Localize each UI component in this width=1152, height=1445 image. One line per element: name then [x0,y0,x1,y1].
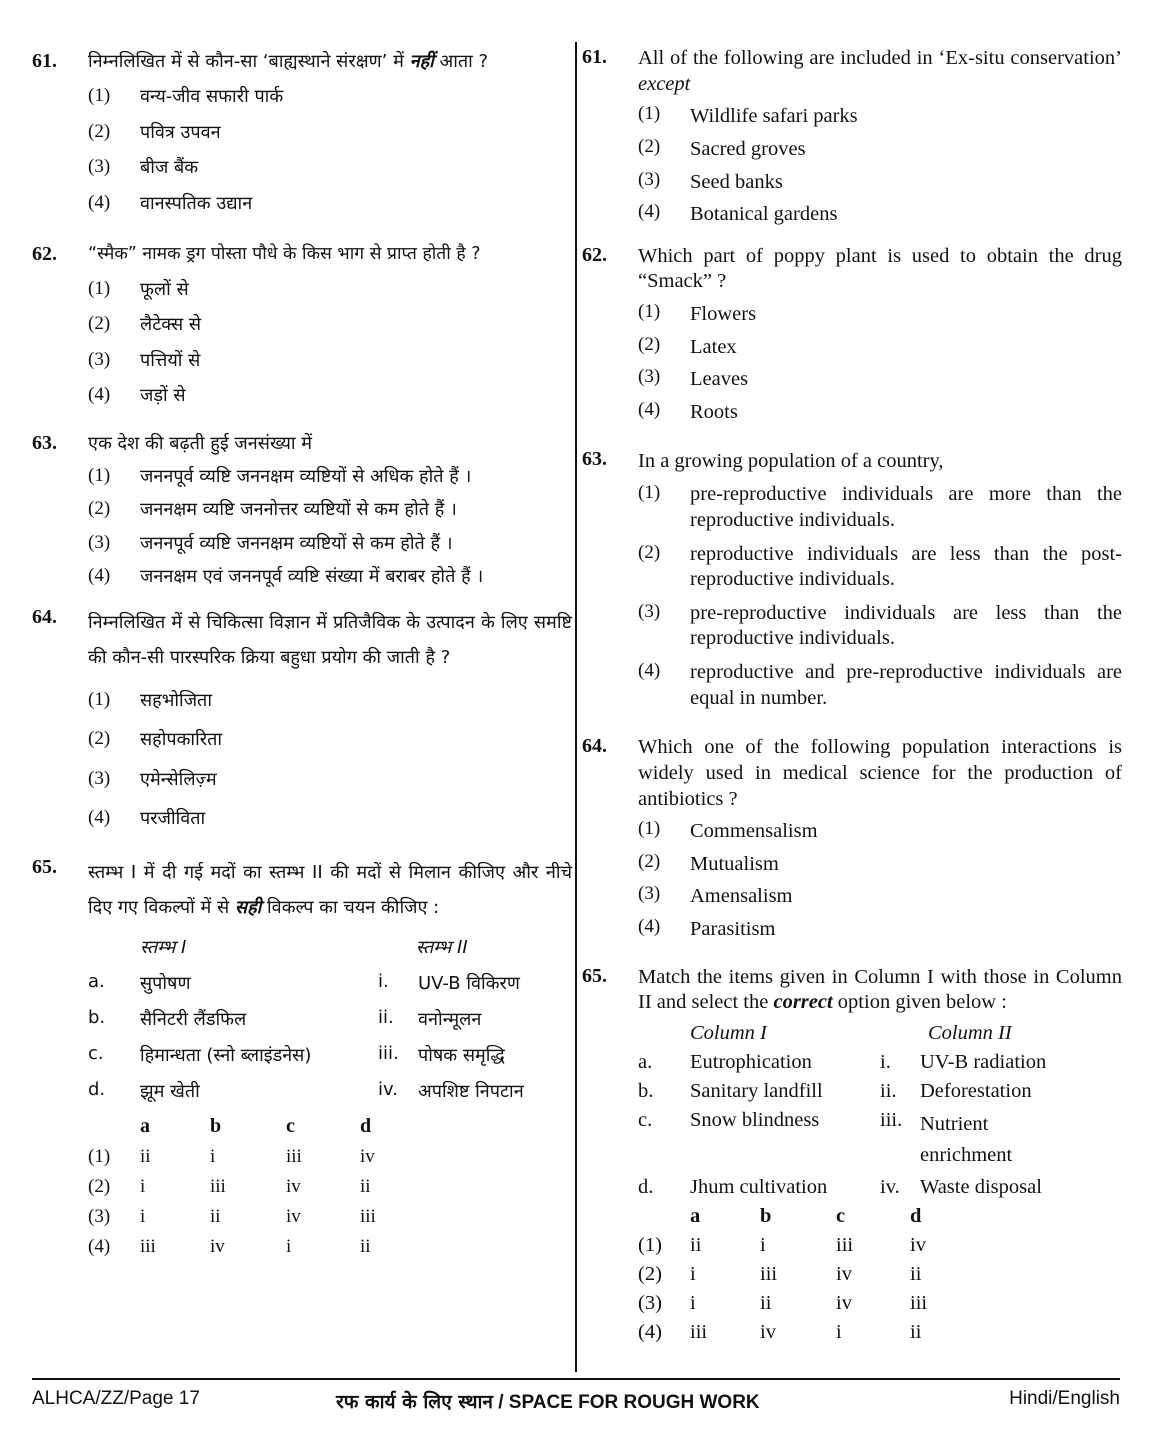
question-62-hi [32,243,572,408]
option-number: (4) [88,565,111,587]
question-number: 64. [32,606,57,629]
option-text: जड़ों से [140,385,186,407]
column-1-header: Column I [690,1021,767,1044]
question-61-hi [32,50,572,215]
question-64-hi [32,606,572,830]
option-number: (1) [88,688,111,710]
option-number: (3) [638,600,661,622]
option-text: परजीविता [140,808,206,830]
answer-option-row: (1) ii i iii iv [88,1145,375,1167]
option-text: जननपूर्व व्यष्टि जननक्षम व्यष्टियों से अधिक होते हैं । [140,465,472,487]
option-text: पवित्र उपवन [140,121,221,143]
option-number: (3) [88,156,111,178]
option-text: पत्तियों से [140,349,201,371]
option-text: Wildlife safari parks [690,105,858,128]
option-text: pre-reproductive individuals are less than the reproductive individuals. [690,601,1122,650]
option-number: (1) [88,277,111,299]
option-number: (4) [88,807,111,829]
question-text: Match the items given in Column I with those in Column II and select the correct option given below : [638,965,1122,1014]
option-text: वानस्पतिक उद्यान [140,192,253,214]
option-text: सहोपकारिता [140,729,223,751]
footer-rule [32,1378,1120,1380]
option-text: Roots [690,400,738,423]
option-number: (1) [638,818,661,840]
option-number: (4) [88,384,111,406]
column-divider [575,42,577,1372]
column-1-header: स्तम्भ I [140,936,187,958]
option-number: (4) [638,916,661,938]
answer-option-row: (2) i iii iv ii [88,1175,371,1197]
option-text: लैटेक्स से [140,314,202,336]
option-text: Leaves [690,368,749,391]
option-number: (4) [88,191,111,213]
question-number: 63. [582,447,607,470]
option-text: reproductive and pre-reproductive individuals are equal in number. [690,661,1122,709]
answer-header-row: a b c d [140,1114,372,1137]
option-number: (1) [638,103,661,125]
match-row: d. झूम खेती iv. अपशिष्ट निपटान [88,1078,524,1102]
option-number: (4) [638,660,661,682]
option-number: (4) [638,201,661,223]
option-number: (1) [638,301,661,323]
option-text: Sacred groves [690,137,806,160]
answer-option-row: (1) ii i iii iv [638,1234,926,1257]
match-row: d. Jhum cultivation iv. Waste disposal [638,1176,1042,1199]
option-text: वन्य-जीव सफारी पार्क [140,86,284,108]
option-number: (3) [88,348,111,370]
option-text: जननक्षम व्यष्टि जननोत्तर व्यष्टियों से कम होते हैं । [140,499,457,521]
question-number: 62. [582,243,607,266]
question-number: 62. [32,242,57,265]
option-number: (3) [88,767,111,789]
question-number: 65. [582,964,607,987]
option-number: (2) [638,850,661,872]
answer-option-row: (2) i iii iv ii [638,1263,922,1286]
question-text: निम्नलिखित में से चिकित्सा विज्ञान में प्रतिजैविक के उत्पादन के लिए समष्टि की कौन-सी पारस्परिक क्रिया बहुधा प्रयोग की जाती है ? [88,612,572,668]
question-text: स्तम्भ I में दी गई मदों का स्तम्भ II की मदों से मिलान कीजिए और नीचे दिए गए विकल्पों में से सही विकल्प का चयन कीजिए : [88,862,572,918]
question-text: निम्नलिखित में से कौन-सा ‘बाह्यस्थाने संरक्षण’ में नहीं आता ? [88,51,489,72]
option-number: (2) [88,728,111,750]
page-code: ALHCA/ZZ/Page 17 [32,1388,200,1409]
option-text: Mutualism [690,852,779,875]
match-row: b. Sanitary landfill ii. Deforestation [638,1079,1032,1102]
option-number: (1) [638,482,661,504]
question-64-en [582,735,1122,942]
option-number: (2) [638,135,661,157]
question-62-en [582,244,1122,426]
option-number: (3) [638,366,661,388]
question-number: 64. [582,735,607,758]
option-text: एमेन्सेलिज़्म [140,768,217,790]
match-column-headers [88,935,572,959]
question-63-hi [32,432,572,589]
match-row: b. सैनिटरी लैंडफिल ii. वनोन्मूलन [88,1006,482,1030]
english-column [582,42,1122,1344]
option-number: (2) [88,313,111,335]
rough-work-label: रफ कार्य के लिए स्थान / SPACE FOR ROUGH WORK [336,1391,760,1413]
hindi-column [32,42,572,1258]
option-number: (2) [88,120,111,142]
option-text: Parasitism [690,918,776,941]
question-text: Which one of the following population interactions is widely used in medical science for the production of antibiotics ? [638,736,1122,810]
language-label: Hindi/English [1009,1388,1120,1409]
option-text: जननपूर्व व्यष्टि जननक्षम व्यष्टियों से कम होते हैं । [140,532,453,554]
question-text: “स्मैक” नामक ड्रग पोस्ता पौधे के किस भाग से प्राप्त होती है ? [88,243,481,264]
question-text: Which part of poppy plant is used to obtain the drug “Smack” ? [638,244,1122,293]
option-number: (3) [88,531,111,553]
answer-option-row: (4) iii iv i ii [88,1235,371,1257]
option-text: फूलों से [140,278,189,300]
question-number: 61. [582,46,607,68]
option-text: सहभोजिता [140,689,212,711]
question-61-en [582,46,1122,228]
option-number: (2) [638,541,661,563]
question-text: एक देश की बढ़ती हुई जनसंख्या में [88,432,313,454]
option-text: pre-reproductive individuals are more than the reproductive individuals. [690,483,1122,531]
answer-header-row: a b c d [690,1205,922,1228]
option-number: (1) [88,85,111,107]
question-text: All of the following are included in ‘Ex-situ conservation’ except [638,47,1122,95]
option-text: जननक्षम एवं जननपूर्व व्यष्टि संख्या में बराबर होते हैं । [140,566,484,588]
match-row: c. हिमान्धता (स्नो ब्लाइंडनेस) iii. पोषक समृद्धि [88,1042,505,1066]
column-2-header: Column II [928,1021,1012,1044]
match-column-headers [638,1022,1122,1045]
answer-option-row: (3) i ii iv iii [88,1205,376,1227]
question-63-en [582,448,1122,712]
option-text: बीज बैंक [140,157,199,179]
option-text: reproductive individuals are less than the post-reproductive individuals. [690,542,1122,591]
option-number: (1) [88,464,111,486]
match-row: a. सुपोषण i. UV-B विकिरण [88,970,520,994]
option-number: (3) [638,883,661,905]
option-text: Flowers [690,303,757,326]
question-65-en [582,965,1122,1345]
column-2-header: स्तम्भ II [416,936,468,958]
option-number: (2) [88,498,111,520]
option-number: (4) [638,398,661,420]
question-number: 63. [32,431,57,454]
option-text: Botanical gardens [690,203,838,226]
option-number: (3) [638,168,661,190]
match-row: c. Snow blindness iii. Nutrient enrichment [638,1108,1013,1166]
question-number: 65. [32,856,57,879]
question-number: 61. [32,50,57,72]
option-number: (2) [638,333,661,355]
option-text: Latex [690,335,737,358]
answer-option-row: (4) iii iv i ii [638,1321,922,1344]
option-text: Amensalism [690,885,793,908]
option-text: Seed banks [690,170,783,193]
answer-option-row: (3) i ii iv iii [638,1292,928,1315]
question-65-hi [32,856,572,1257]
match-row: a. Eutrophication i. UV-B radiation [638,1050,1047,1073]
option-text: Commensalism [690,820,818,843]
question-text: In a growing population of a country, [638,449,944,472]
